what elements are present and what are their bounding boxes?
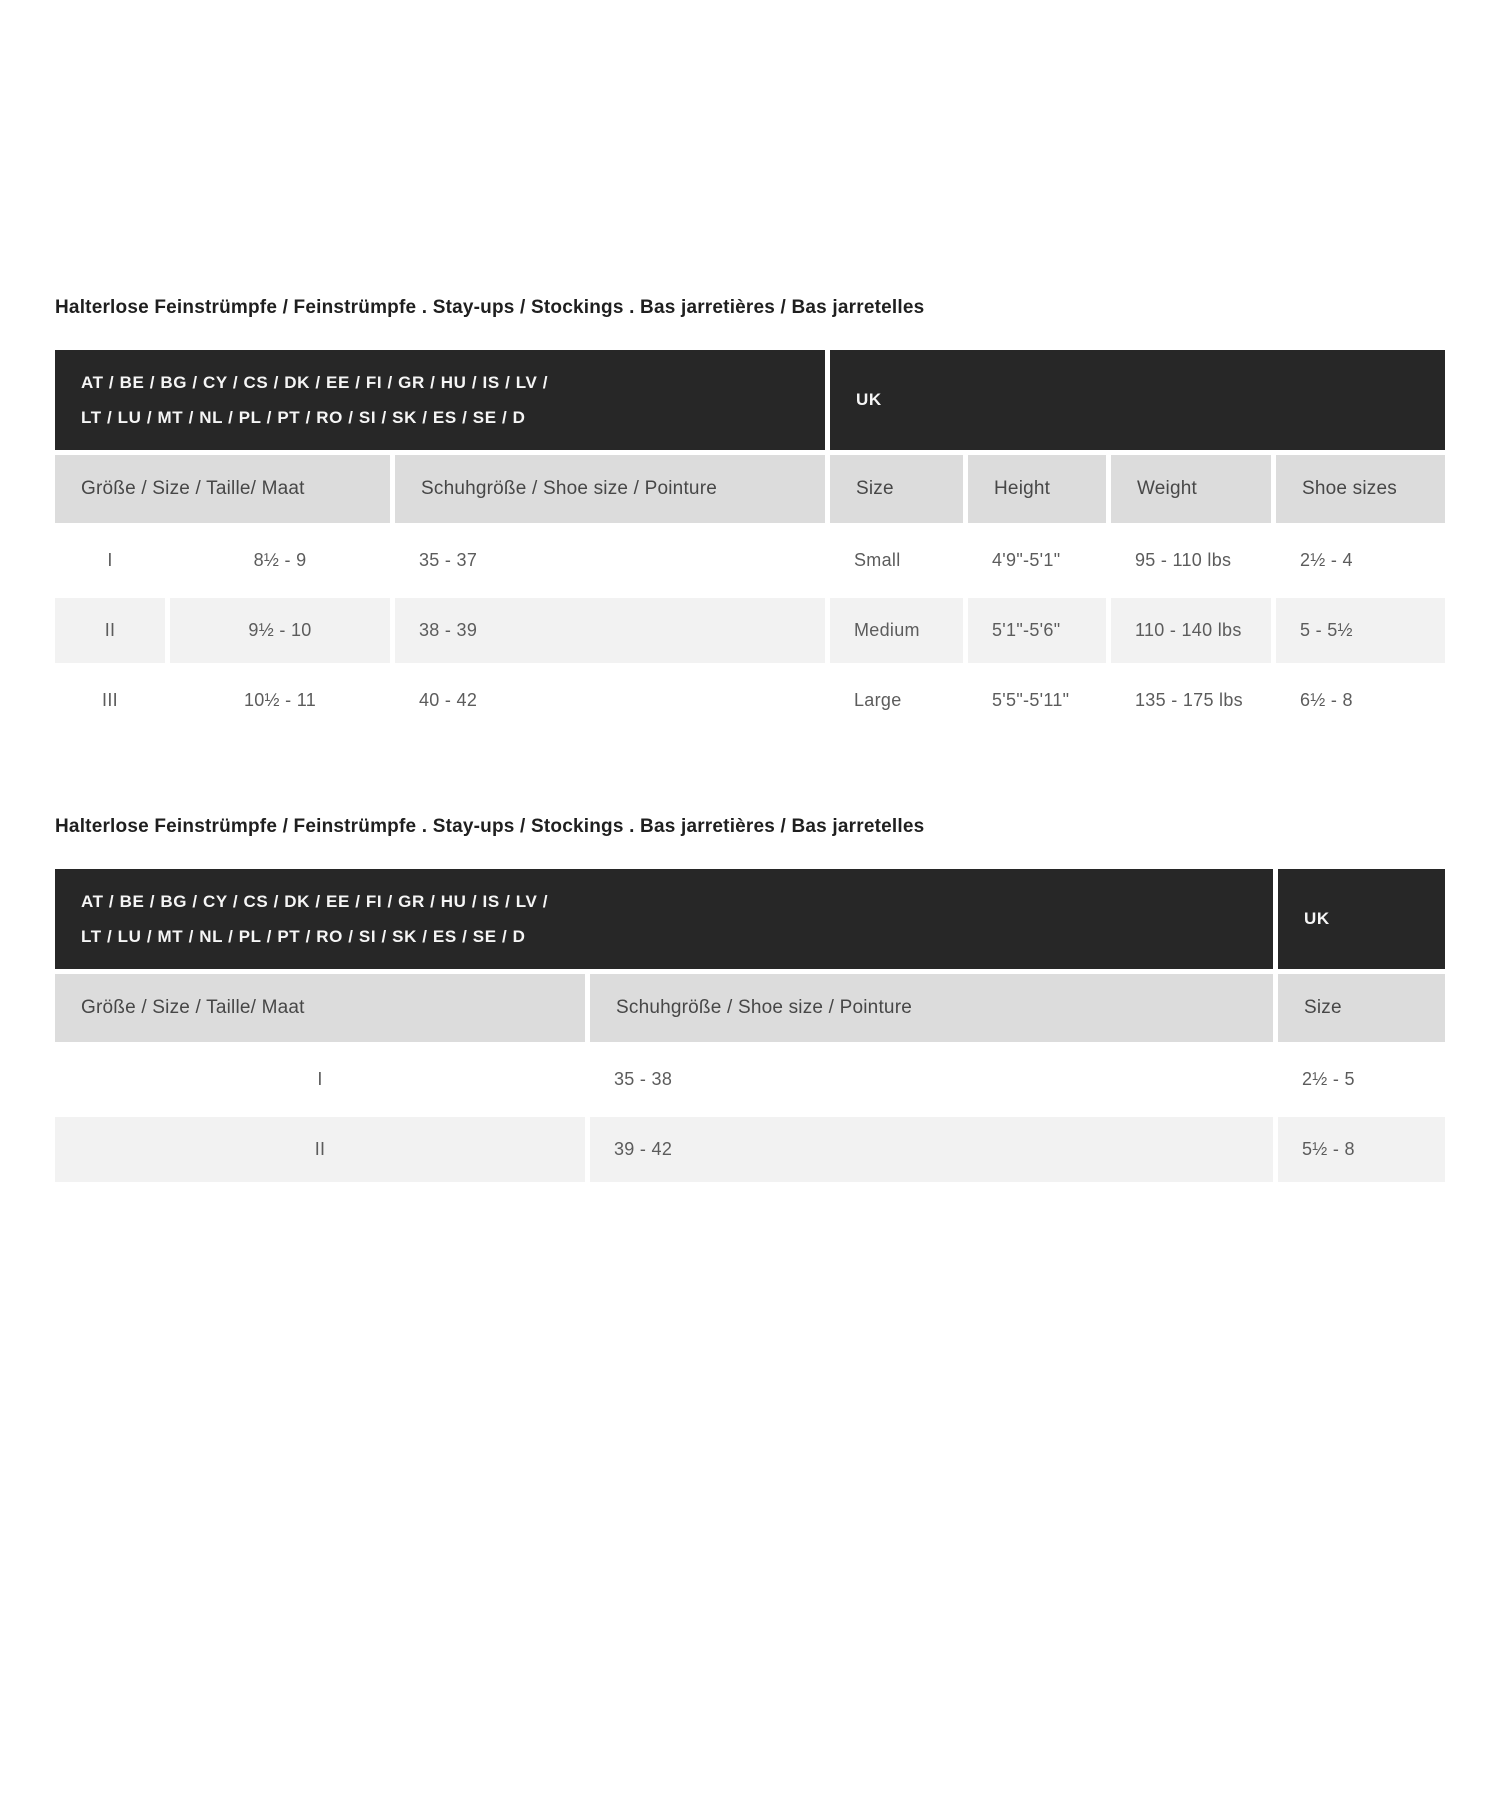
eu-countries-line1: AT / BE / BG / CY / CS / DK / EE / FI / GR / HU / IS / LV /: [81, 373, 549, 392]
cell-size-numeral: III: [55, 668, 165, 733]
cell-weight: 135 - 175 lbs: [1111, 668, 1271, 733]
cell-shoe-size: 40 - 42: [395, 668, 825, 733]
cell-size-numeral: I: [55, 528, 165, 593]
cell-size-range: 8½ - 9: [170, 528, 390, 593]
eu-countries-line1: AT / BE / BG / CY / CS / DK / EE / FI / GR / HU / IS / LV /: [81, 892, 549, 911]
cell-shoe-size: 35 - 38: [590, 1047, 1273, 1112]
cell-shoe-size: 39 - 42: [590, 1117, 1273, 1182]
col-header-groesse: Größe / Size / Taille/ Maat: [55, 455, 390, 523]
cell-uk-size: Small: [830, 528, 963, 593]
section-title-2: Halterlose Feinstrümpfe / Feinstrümpfe . Stay-ups / Stockings . Bas jarretières / Bas jarretelles: [55, 816, 925, 837]
eu-countries-line2: LT / LU / MT / NL / PL / PT / RO / SI / SK / ES / SE / D: [81, 408, 526, 427]
size-table-simple: [55, 869, 1445, 1182]
cell-height: 5'1"-5'6": [968, 598, 1106, 663]
cell-uk-shoe-size: 5½ - 8: [1278, 1117, 1445, 1182]
cell-size-numeral: II: [55, 1117, 585, 1182]
cell-size-range: 10½ - 11: [170, 668, 390, 733]
cell-height: 5'5"-5'11": [968, 668, 1106, 733]
col-header-weight: Weight: [1111, 455, 1271, 523]
cell-uk-shoe-size: 5 - 5½: [1276, 598, 1445, 663]
cell-shoe-size: 38 - 39: [395, 598, 825, 663]
uk-region-header: UK: [1278, 869, 1445, 969]
cell-uk-shoe-size: 2½ - 4: [1276, 528, 1445, 593]
cell-uk-size: Large: [830, 668, 963, 733]
cell-weight: 95 - 110 lbs: [1111, 528, 1271, 593]
cell-uk-size: Medium: [830, 598, 963, 663]
eu-countries-header: [55, 350, 825, 450]
col-header-schuhgroesse: Schuhgröße / Shoe size / Pointure: [395, 455, 825, 523]
cell-size-numeral: I: [55, 1047, 585, 1112]
size-table-eu-uk: [55, 350, 1445, 733]
col-header-size: Size: [830, 455, 963, 523]
cell-size-range: 9½ - 10: [170, 598, 390, 663]
col-header-groesse: Größe / Size / Taille/ Maat: [55, 974, 585, 1042]
cell-size-numeral: II: [55, 598, 165, 663]
cell-height: 4'9"-5'1": [968, 528, 1106, 593]
uk-region-header: UK: [830, 350, 1445, 450]
eu-countries-header: [55, 869, 1273, 969]
col-header-schuhgroesse: Schuhgröße / Shoe size / Pointure: [590, 974, 1273, 1042]
section-title-1: Halterlose Feinstrümpfe / Feinstrümpfe . Stay-ups / Stockings . Bas jarretières / Bas jarretelles: [55, 297, 925, 318]
col-header-size: Size: [1278, 974, 1445, 1042]
eu-countries-lines: [81, 884, 548, 954]
col-header-height: Height: [968, 455, 1106, 523]
col-header-shoe-sizes: Shoe sizes: [1276, 455, 1445, 523]
cell-uk-shoe-size: 2½ - 5: [1278, 1047, 1445, 1112]
size-chart-page: [0, 296, 1500, 1182]
cell-uk-shoe-size: 6½ - 8: [1276, 668, 1445, 733]
eu-countries-lines: [81, 365, 548, 435]
cell-weight: 110 - 140 lbs: [1111, 598, 1271, 663]
cell-shoe-size: 35 - 37: [395, 528, 825, 593]
eu-countries-line2: LT / LU / MT / NL / PL / PT / RO / SI / SK / ES / SE / D: [81, 927, 526, 946]
